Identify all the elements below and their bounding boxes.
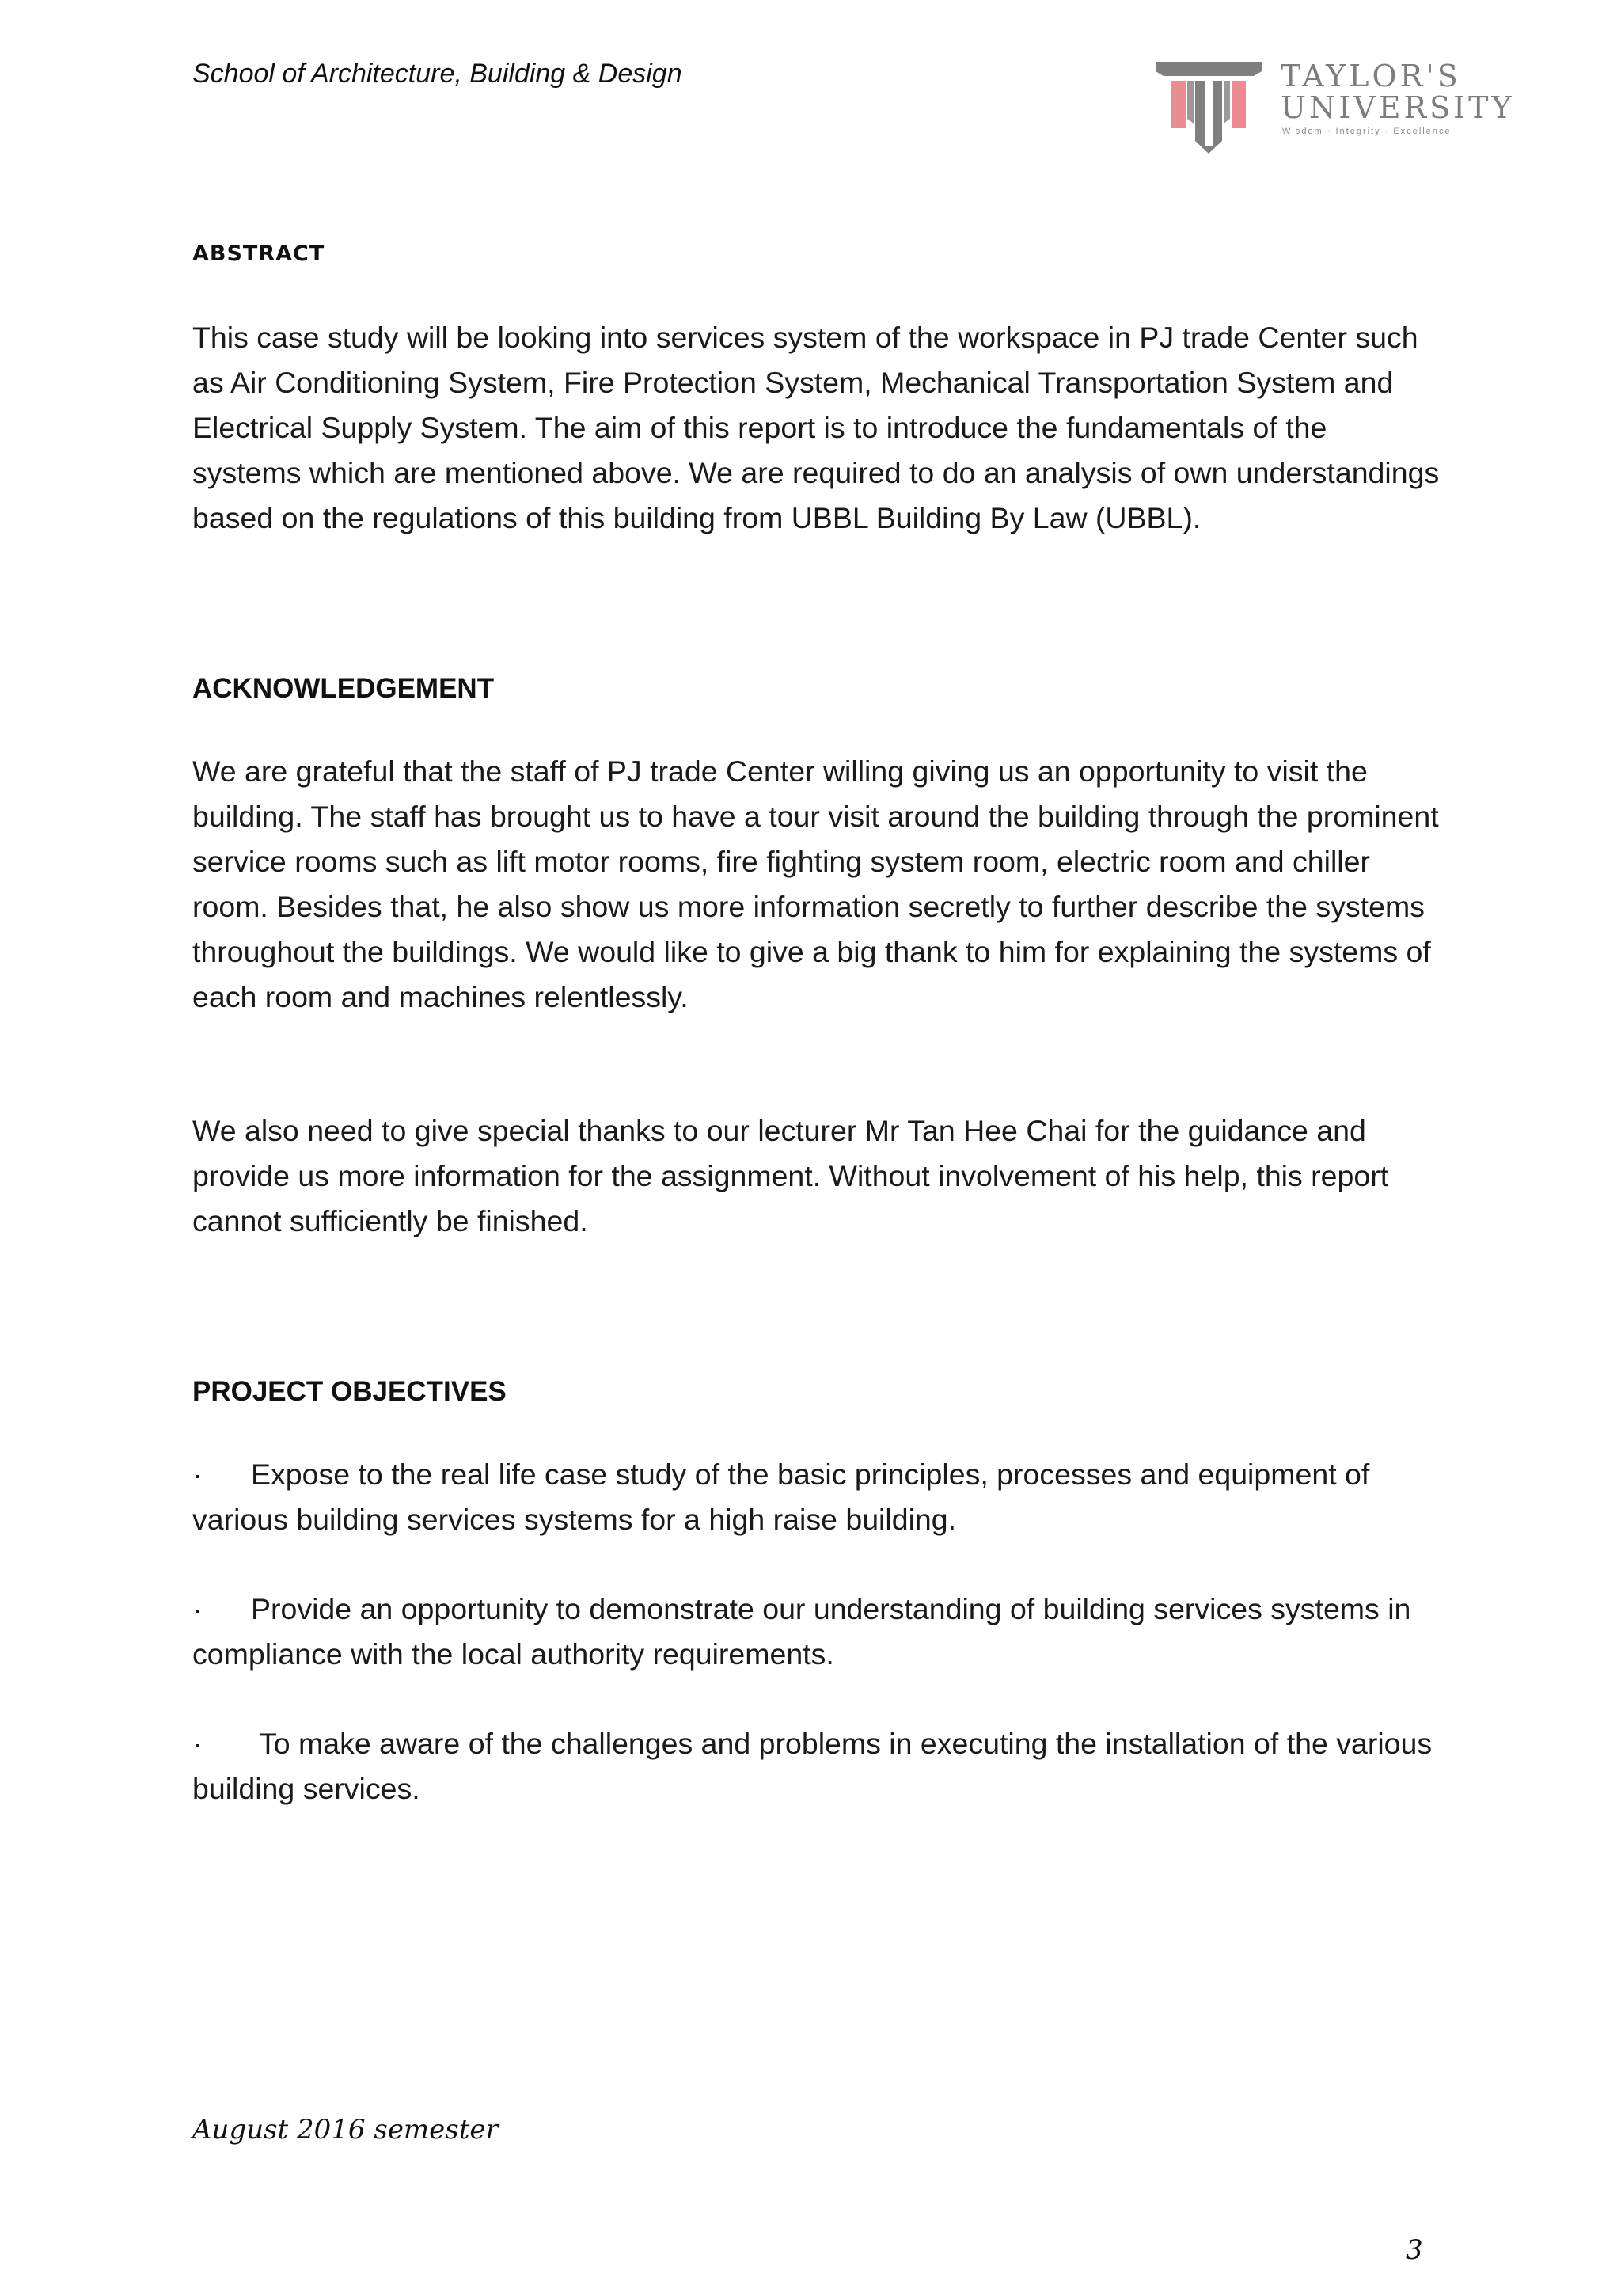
page-number: 3 <box>1406 2234 1423 2266</box>
logo-wordmark <box>1281 60 1515 124</box>
objective-item <box>192 1452 1443 1542</box>
acknowledgement-heading: ACKNOWLEDGEMENT <box>192 673 495 704</box>
abstract-heading: abstract <box>192 233 325 268</box>
objective-item <box>192 1587 1443 1677</box>
logo-line-2: UNIVERSITY <box>1281 90 1515 125</box>
bullet-marker: · <box>192 1458 203 1491</box>
header-school-name: School of Architecture, Building & Design <box>192 59 682 89</box>
abstract-paragraph: This case study will be looking into services system of the workspace in PJ trade Center such as Air Conditioning System, Fire Protection System, Mechanical Transportation System and Electrical Supply System. The aim of this report is to introduce the fundamentals of the systems which are mentioned above. We are required to do an analysis of own understandings based on the regulations of this building from UBBL Building By Law (UBBL). <box>192 321 1440 534</box>
footer-semester: August 2016 semester <box>192 2114 499 2146</box>
project-objectives-heading: PROJECT OBJECTIVES <box>192 1376 507 1407</box>
acknowledgement-paragraph-2: We also need to give special thanks to our lecturer Mr Tan Hee Chai for the guidance and provide us more information for the assignment. Without involvement of his help, this report cannot sufficiently be finished. <box>192 1114 1389 1237</box>
objective-text: Provide an opportunity to demonstrate our understanding of building services systems in compliance with the local authority requirements. <box>192 1592 1411 1671</box>
bullet-marker: · <box>192 1592 203 1625</box>
university-logo <box>1154 60 1526 155</box>
acknowledgement-paragraph-1: We are grateful that the staff of PJ trade Center willing giving us an opportunity to visit the building. The staff has brought us to have a tour visit around the building through the prominent service rooms such as lift motor rooms, fire fighting system room, electric room and chiller room. Besides that, he also show us more information secretly to further describe the systems throughout the buildings. We would like to give a big thank to him for explaining the systems of each room and machines relentlessly. <box>192 755 1439 1013</box>
bullet-marker: · <box>192 1727 203 1760</box>
objective-item <box>192 1721 1443 1811</box>
logo-line-1: TAYLOR'S <box>1281 59 1461 93</box>
objective-text: To make aware of the challenges and problems in executing the installation of the various building services. <box>192 1727 1433 1805</box>
objective-text: Expose to the real life case study of the basic principles, processes and equipment of various building services systems for a high raise building. <box>192 1458 1370 1536</box>
taylors-university-logo-icon <box>1154 60 1263 155</box>
logo-motto: Wisdom · Integrity · Excellence <box>1282 127 1452 136</box>
